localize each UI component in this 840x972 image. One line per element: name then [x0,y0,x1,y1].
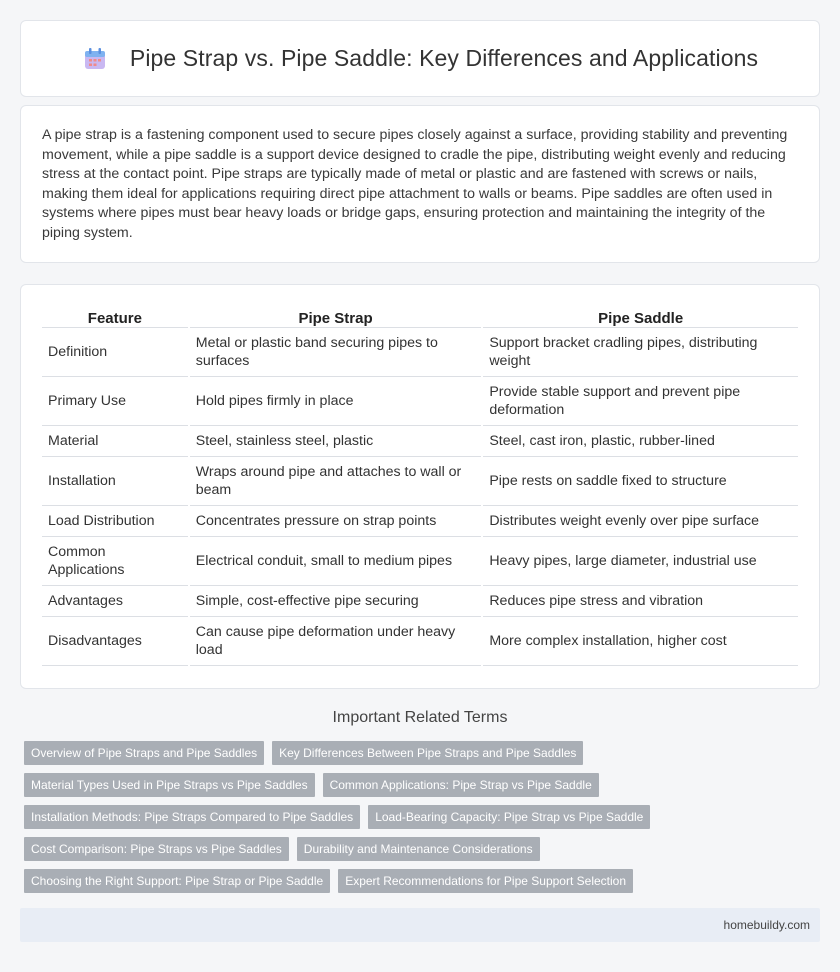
related-term-tag[interactable]: Installation Methods: Pipe Straps Compared to Pipe Saddles [24,805,360,829]
row-feature: Common Applications [42,537,188,586]
row-pipe-strap: Simple, cost-effective pipe securing [190,586,482,617]
table-row [42,537,798,586]
row-feature: Disadvantages [42,617,188,666]
intro-card [20,105,820,263]
row-pipe-saddle: More complex installation, higher cost [483,617,798,666]
row-pipe-saddle: Support bracket cradling pipes, distributing weight [483,328,798,377]
row-pipe-strap: Can cause pipe deformation under heavy load [190,617,482,666]
header [82,45,758,72]
table-row [42,506,798,537]
header-feature: Feature [42,303,188,328]
row-pipe-strap: Steel, stainless steel, plastic [190,426,482,457]
row-pipe-strap: Electrical conduit, small to medium pipes [190,537,482,586]
tag-row [24,805,824,829]
comparison-table [40,303,800,666]
footer-site-name[interactable]: homebuildy.com [723,918,810,932]
related-term-tag[interactable]: Durability and Maintenance Considerations [297,837,540,861]
row-feature: Installation [42,457,188,506]
related-term-tag[interactable]: Cost Comparison: Pipe Straps vs Pipe Saddles [24,837,289,861]
tag-row [24,741,824,765]
table-row [42,426,798,457]
row-pipe-strap: Hold pipes firmly in place [190,377,482,426]
tag-row [24,869,824,893]
related-term-tag[interactable]: Expert Recommendations for Pipe Support Selection [338,869,633,893]
tag-row [24,837,824,861]
row-feature: Advantages [42,586,188,617]
row-feature: Definition [42,328,188,377]
table-header-row [42,303,798,328]
table-row [42,586,798,617]
row-pipe-saddle: Heavy pipes, large diameter, industrial use [483,537,798,586]
related-term-tag[interactable]: Common Applications: Pipe Strap vs Pipe Saddle [323,773,599,797]
row-pipe-saddle: Distributes weight evenly over pipe surface [483,506,798,537]
header-card [20,20,820,97]
row-feature: Load Distribution [42,506,188,537]
table-row [42,377,798,426]
related-term-tag[interactable]: Overview of Pipe Straps and Pipe Saddles [24,741,264,765]
header-pipe-saddle: Pipe Saddle [483,303,798,328]
related-term-tag[interactable]: Choosing the Right Support: Pipe Strap or Pipe Saddle [24,869,330,893]
row-pipe-saddle: Steel, cast iron, plastic, rubber-lined [483,426,798,457]
row-pipe-strap: Wraps around pipe and attaches to wall or beam [190,457,482,506]
footer [20,908,820,942]
row-pipe-saddle: Provide stable support and prevent pipe deformation [483,377,798,426]
related-term-tag[interactable]: Material Types Used in Pipe Straps vs Pipe Saddles [24,773,315,797]
intro-paragraph: A pipe strap is a fastening component used to secure pipes closely against a surface, providing stability and preventing movement, while a pipe saddle is a support device designed to cradle the pipe, distributing weight evenly and reducing stress at the contact point. Pipe straps are typically made of metal or plastic and are fastened with screws or nails, making them ideal for applications requiring direct pipe attachment to walls or beams. Pipe saddles are often used in systems where pipes must bear heavy loads or bridge gaps, ensuring protection and maintaining the integrity of the piping system. [42,127,788,241]
row-pipe-saddle: Reduces pipe stress and vibration [483,586,798,617]
related-term-tag[interactable]: Key Differences Between Pipe Straps and Pipe Saddles [272,741,583,765]
row-feature: Material [42,426,188,457]
table-row [42,328,798,377]
row-pipe-strap: Concentrates pressure on strap points [190,506,482,537]
table-row [42,457,798,506]
table-row [42,617,798,666]
related-terms-tags [24,741,824,901]
related-terms-title: Important Related Terms [332,709,508,726]
related-term-tag[interactable]: Load-Bearing Capacity: Pipe Strap vs Pipe Saddle [368,805,650,829]
row-pipe-strap: Metal or plastic band securing pipes to surfaces [190,328,482,377]
page-title: Pipe Strap vs. Pipe Saddle: Key Differences and Applications [129,45,759,71]
calendar-icon [82,46,108,72]
comparison-table-card [20,284,820,689]
tag-row [24,773,824,797]
row-feature: Primary Use [42,377,188,426]
row-pipe-saddle: Pipe rests on saddle fixed to structure [483,457,798,506]
header-pipe-strap: Pipe Strap [190,303,482,328]
